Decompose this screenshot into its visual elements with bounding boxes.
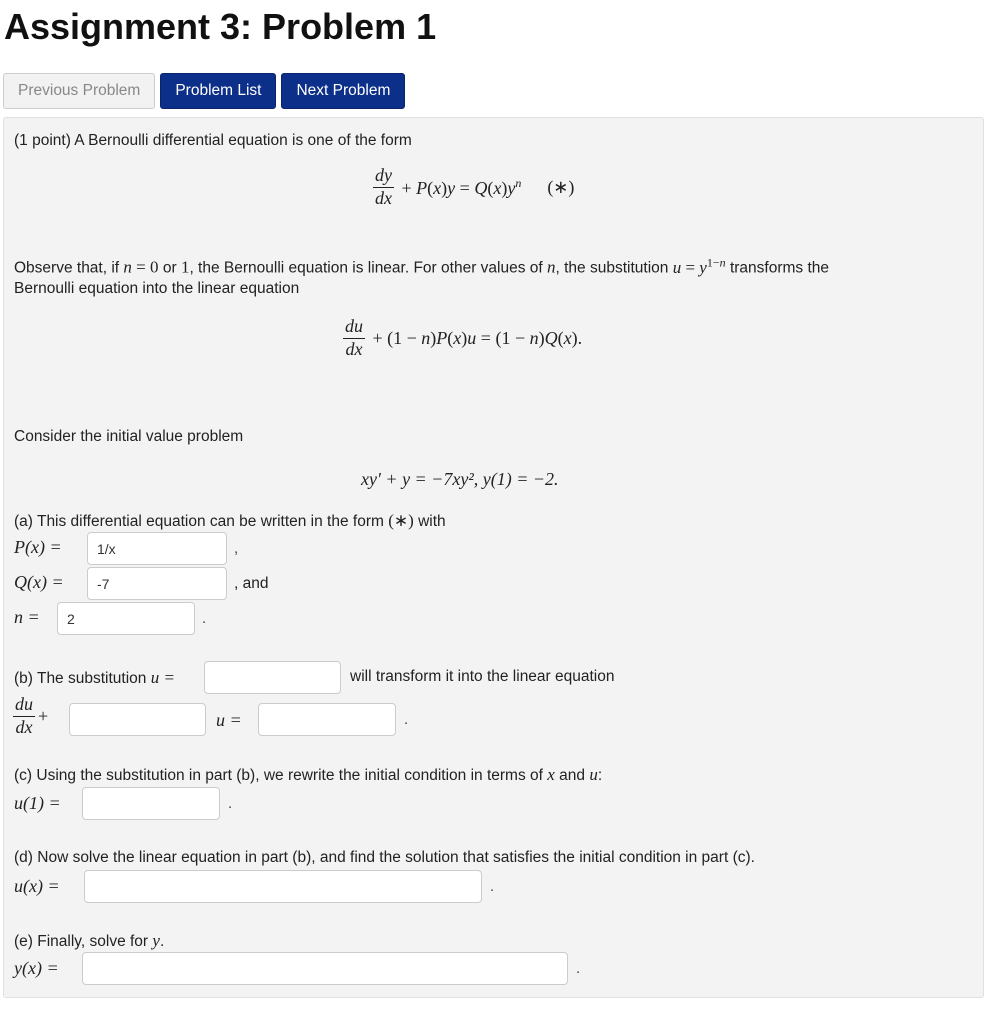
part-e-text: (e) Finally, solve for y.	[14, 931, 165, 950]
star-label: (∗)	[547, 176, 575, 197]
part-d-text: (d) Now solve the linear equation in part (b), and find the solution that satisfies the initial condition in part (c).	[14, 849, 755, 866]
u1-input[interactable]	[82, 787, 220, 820]
p-label: P(x) =	[14, 537, 62, 557]
linear-rhs-input[interactable]	[258, 703, 396, 736]
part-a-text: (a) This differential equation can be written in the form (∗) with	[14, 511, 446, 530]
q-label: Q(x) =	[14, 572, 64, 592]
yx-input[interactable]	[82, 952, 568, 985]
bernoulli-form-equation: $\frac{dy}{dx}$ + $P(x)y = Q(x)y^n$ (∗)	[375, 165, 575, 208]
du-dx-fraction: $\frac{du}{dx}$ +	[15, 694, 49, 737]
intro-text: (1 point) A Bernoulli differential equation is one of the form	[14, 132, 412, 149]
problem-nav	[3, 73, 405, 109]
observe-text-line2: Bernoulli equation into the linear equation	[14, 280, 300, 297]
substitution-input[interactable]	[204, 661, 341, 694]
consider-text: Consider the initial value problem	[14, 428, 244, 445]
page-title: Assignment 3: Problem 1	[4, 6, 437, 47]
ux-label: u(x) =	[14, 876, 60, 896]
part-b-post: will transform it into the linear equation	[350, 668, 615, 685]
u1-label: u(1) =	[14, 793, 61, 813]
problem-list-button[interactable]: Problem List	[160, 73, 276, 109]
p-input[interactable]	[87, 532, 227, 565]
observe-text: Observe that, if n = 0 or 1, the Bernoulli equation is linear. For other values of n, the substitution $u = y^{1-n}$ transforms the	[14, 255, 829, 277]
n-input[interactable]	[57, 602, 195, 635]
part-c-text: (c) Using the substitution in part (b), we rewrite the initial condition in terms of x and u:	[14, 765, 603, 784]
q-input[interactable]	[87, 567, 227, 600]
problem-panel: (1 point) A Bernoulli differential equation is one of the form $\frac{dy}{dx}$ + $P(x)y = Q(x)y^n$ (∗) Observe that, if n = 0 or 1, the Bernoulli equation is linear. For other values of n, the substitution $u = y^{1-n}$ transforms the Bernoulli equation into the linear equation $\frac{du}{dx}$ + (1 − n)P(x)u = (1 − n)Q(x). Consider the initial value problem xy′ + y = −7xy², y(1) = −2. (a) This differential equation can be written in the form (∗) with P(x) = 1/x , Q(x) = -7 , and n = 2 . (b) The substitution u = will transform it into the linear equation $\frac{du}{dx}$ + u = . (c) Using the substitution in part (b), we rewrite the initial condition in terms of x and u: u(1) = . (d) Now solve the linear equation in part (b), and find the solution that satisfies the initial condition in part (c). u(x) = . (e) Finally, solve for y. y(x) = .	[3, 117, 984, 998]
yx-label: y(x) =	[14, 958, 59, 978]
n-label: n =	[14, 607, 40, 627]
and-text: , and	[234, 575, 269, 592]
linear-equation: $\frac{du}{dx}$ + (1 − n)P(x)u = (1 − n)Q(x).	[345, 316, 583, 359]
linear-coefficient-input[interactable]	[69, 703, 206, 736]
ux-input[interactable]	[84, 870, 482, 903]
u-eq-label: u =	[216, 710, 242, 730]
next-problem-button[interactable]: Next Problem	[281, 73, 405, 109]
part-b-text: (b) The substitution u =	[14, 668, 175, 687]
previous-problem-button[interactable]: Previous Problem	[3, 73, 155, 109]
ivp-equation: xy′ + y = −7xy², y(1) = −2.	[361, 469, 559, 489]
